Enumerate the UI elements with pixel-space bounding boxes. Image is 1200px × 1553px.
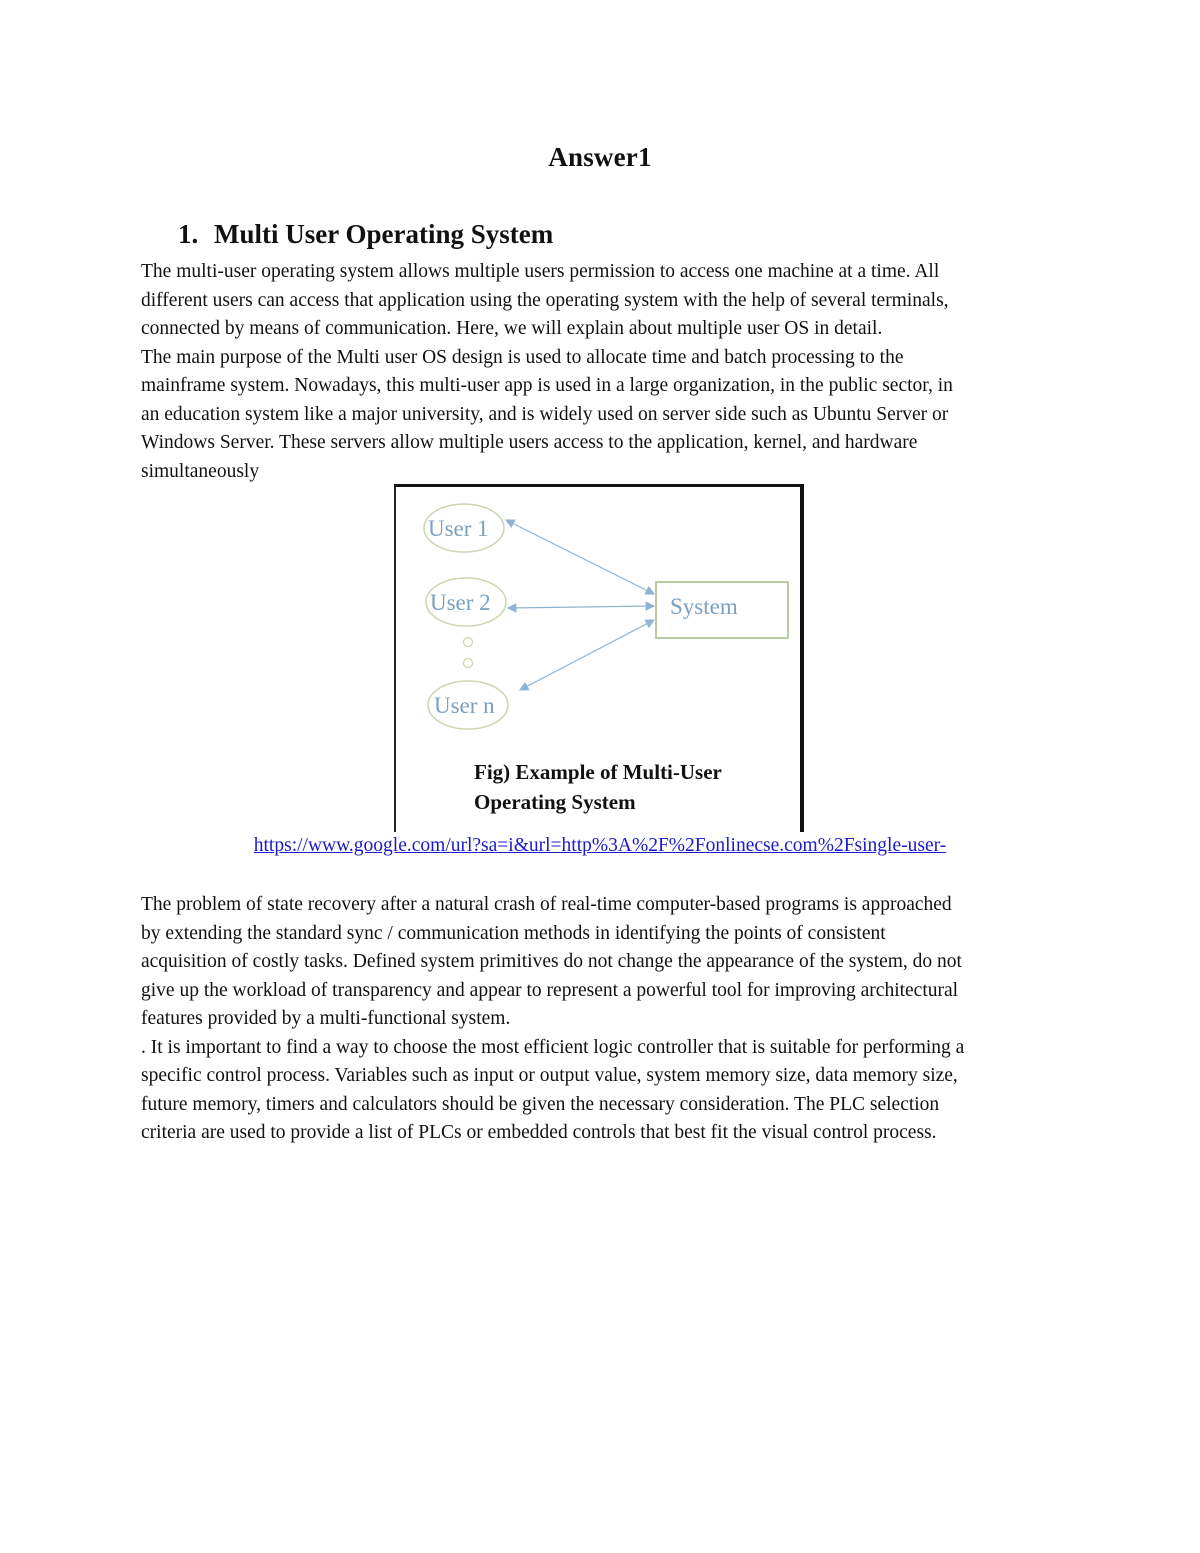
paragraph-line: acquisition of costly tasks. Defined system primitives do not change the appearance of the system, do not [141, 951, 962, 972]
page-title: Answer1 [548, 142, 652, 172]
arrow-user2-system [508, 606, 654, 608]
figure-caption-line: Operating System [474, 790, 636, 814]
section-number: 1. [178, 219, 199, 249]
paragraph-recovery [141, 891, 1071, 1148]
paragraph-line: The multi-user operating system allows multiple users permission to access one machine at a time. All [141, 261, 940, 282]
paragraph-line: future memory, timers and calculators should be given the necessary consideration. The PLC selection [141, 1093, 940, 1115]
continuation-dot [464, 638, 473, 647]
paragraph-line: The problem of state recovery after a natural crash of real-time computer-based programs is approached [141, 894, 952, 915]
paragraph-line: criteria are used to provide a list of PLCs or embedded controls that best fit the visual control process. [141, 1122, 937, 1143]
figure-multi-user-diagram [394, 484, 804, 832]
section-heading-text: Multi User Operating System [214, 219, 554, 249]
arrow-user1-system [506, 520, 654, 594]
paragraph-line: mainframe system. Nowadays, this multi-user app is used in a large organization, in the public sector, in [141, 375, 953, 396]
paragraph-line: by extending the standard sync / communication methods in identifying the points of consistent [141, 922, 886, 944]
section-heading [178, 219, 553, 250]
usern-label: User n [434, 693, 495, 718]
system-label: System [670, 594, 738, 619]
figure-caption [474, 757, 722, 817]
user1-label: User 1 [428, 516, 489, 541]
paragraph-line: give up the workload of transparency and appear to represent a powerful tool for improving architectural [141, 979, 959, 1001]
figure-caption-line: Fig) Example of Multi-User [474, 760, 722, 784]
paragraph-line: Windows Server. These servers allow multiple users access to the application, kernel, and hardware [141, 432, 918, 453]
paragraph-line: simultaneously [141, 460, 260, 482]
paragraph-line: . It is important to find a way to choose the most efficient logic controller that is suitable for performing a [141, 1036, 965, 1058]
arrow-usern-system [520, 620, 654, 690]
paragraph-line: different users can access that application using the operating system with the help of several terminals, [141, 289, 949, 311]
paragraph-line: The main purpose of the Multi user OS design is used to allocate time and batch processing to the [141, 346, 904, 368]
continuation-dot [464, 659, 473, 668]
paragraph-line: an education system like a major university, and is widely used on server side such as Ubuntu Server or [141, 403, 949, 425]
paragraph-line: connected by means of communication. Here, we will explain about multiple user OS in detail. [141, 318, 883, 339]
paragraph-line: features provided by a multi-functional system. [141, 1008, 511, 1029]
user2-label: User 2 [430, 590, 491, 615]
paragraph-intro [141, 258, 1071, 486]
source-link[interactable]: https://www.google.com/url?sa=i&url=http%3A%2F%2Fonlinecse.com%2Fsingle-user- [253, 835, 947, 856]
paragraph-line: specific control process. Variables such as input or output value, system memory size, data memory size, [141, 1065, 958, 1086]
